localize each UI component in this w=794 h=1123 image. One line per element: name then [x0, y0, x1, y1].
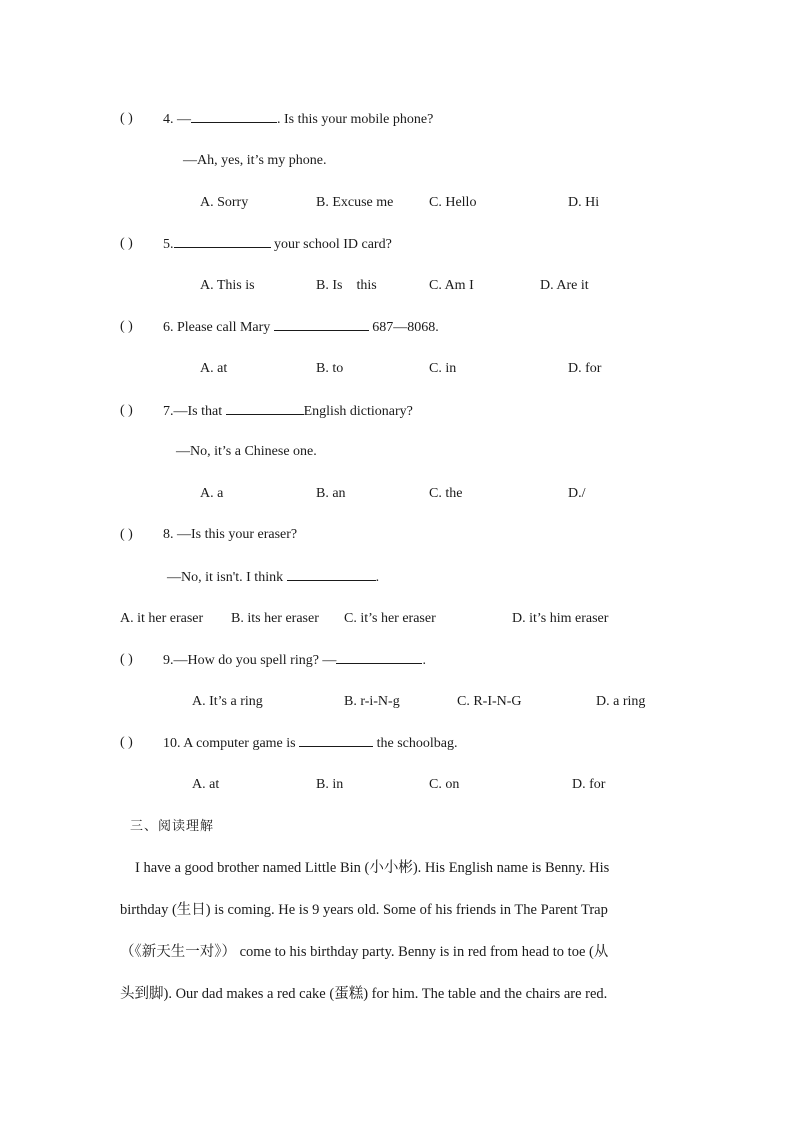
option-b[interactable]: B. in [316, 777, 344, 792]
question-suffix: 687—8068. [372, 320, 439, 335]
question-number: 6. [163, 320, 174, 335]
option-d[interactable]: D. for [568, 361, 602, 376]
option-a[interactable]: A. at [192, 777, 220, 792]
option-c[interactable]: C. in [429, 361, 457, 376]
answer-blank[interactable] [274, 318, 369, 331]
question-suffix: your school ID card? [274, 237, 392, 252]
question-text [163, 734, 457, 753]
answer-paren[interactable]: ( ) [120, 652, 133, 667]
answer-paren[interactable]: ( ) [120, 319, 133, 334]
option-b[interactable]: B. r-i-N-g [344, 694, 400, 709]
option-b[interactable]: B. an [316, 486, 346, 501]
answer-blank[interactable] [226, 402, 304, 415]
option-c[interactable]: C. Am I [429, 278, 474, 293]
question-suffix: . Is this your mobile phone? [277, 112, 434, 127]
question-text [163, 110, 433, 129]
question-prefix: —How do you spell ring? — [173, 653, 337, 668]
option-b[interactable]: B. its her eraser [231, 611, 319, 626]
option-a[interactable]: A. It’s a ring [192, 694, 263, 709]
option-d[interactable]: D./ [568, 486, 586, 501]
question-prefix: —Is this your eraser? [177, 527, 298, 542]
question-prefix: Please call Mary [177, 320, 271, 335]
option-a[interactable]: A. a [200, 486, 224, 501]
answer-paren[interactable]: ( ) [120, 111, 133, 126]
passage-line: I have a good brother named Little Bin (小小彬). His English name is Benny. His [135, 860, 610, 876]
option-c[interactable]: C. R-I-N-G [457, 694, 522, 709]
question-suffix: the schoolbag. [376, 736, 458, 751]
question-number: 8. [163, 527, 174, 542]
question-prefix: — [177, 112, 191, 127]
passage-line: 头到脚). Our dad makes a red cake (蛋糕) for him. The table and the chairs are red. [120, 986, 608, 1002]
question-number: 10. [163, 736, 181, 751]
option-d[interactable]: D. Hi [568, 195, 600, 210]
answer-blank[interactable] [287, 568, 376, 581]
option-c[interactable]: C. on [429, 777, 460, 792]
question-reply [167, 568, 379, 587]
reply-prefix: —No, it isn't. I think [167, 570, 284, 585]
option-b[interactable]: B. to [316, 361, 344, 376]
option-a[interactable]: A. Sorry [200, 195, 249, 210]
passage-line: （《新天生一对》） come to his birthday party. Benny is in red from head to toe (从 [120, 944, 609, 960]
question-prefix: A computer game is [183, 736, 296, 751]
section-title: 三、阅读理解 [130, 819, 215, 834]
reply-suffix: . [375, 570, 380, 585]
option-c[interactable]: C. the [429, 486, 463, 501]
answer-blank[interactable] [336, 651, 422, 664]
question-number: 4. [163, 112, 174, 127]
answer-blank[interactable] [299, 734, 373, 747]
option-a[interactable]: A. it her eraser [120, 611, 204, 626]
question-number: 5. [163, 237, 174, 252]
option-a[interactable]: A. This is [200, 278, 255, 293]
answer-paren[interactable]: ( ) [120, 403, 133, 418]
question-prefix: —Is that [173, 404, 223, 419]
answer-paren[interactable]: ( ) [120, 527, 133, 542]
option-c[interactable]: C. it’s her eraser [344, 611, 436, 626]
question-suffix: English dictionary? [303, 404, 413, 419]
option-d[interactable]: D. a ring [596, 694, 646, 709]
option-a[interactable]: A. at [200, 361, 228, 376]
answer-blank[interactable] [191, 110, 277, 123]
question-reply: —Ah, yes, it’s my phone. [183, 153, 327, 168]
question-reply: —No, it’s a Chinese one. [176, 444, 317, 459]
question-text [163, 526, 297, 544]
question-number: 7. [163, 404, 174, 419]
question-text [163, 318, 439, 337]
passage-line: birthday (生日) is coming. He is 9 years old. Some of his friends in The Parent Trap [120, 902, 608, 918]
answer-paren[interactable]: ( ) [120, 236, 133, 251]
option-b[interactable]: B. Excuse me [316, 195, 394, 210]
question-text [163, 402, 413, 421]
question-suffix: . [422, 653, 426, 668]
question-number: 9. [163, 653, 174, 668]
option-d[interactable]: D. it’s him eraser [512, 611, 609, 626]
option-c[interactable]: C. Hello [429, 195, 477, 210]
answer-blank[interactable] [174, 235, 271, 248]
option-b[interactable]: B. Is this [316, 278, 377, 293]
answer-paren[interactable]: ( ) [120, 735, 133, 750]
question-text [163, 235, 392, 254]
question-text [163, 651, 426, 670]
option-d[interactable]: D. Are it [540, 278, 589, 293]
option-d[interactable]: D. for [572, 777, 606, 792]
